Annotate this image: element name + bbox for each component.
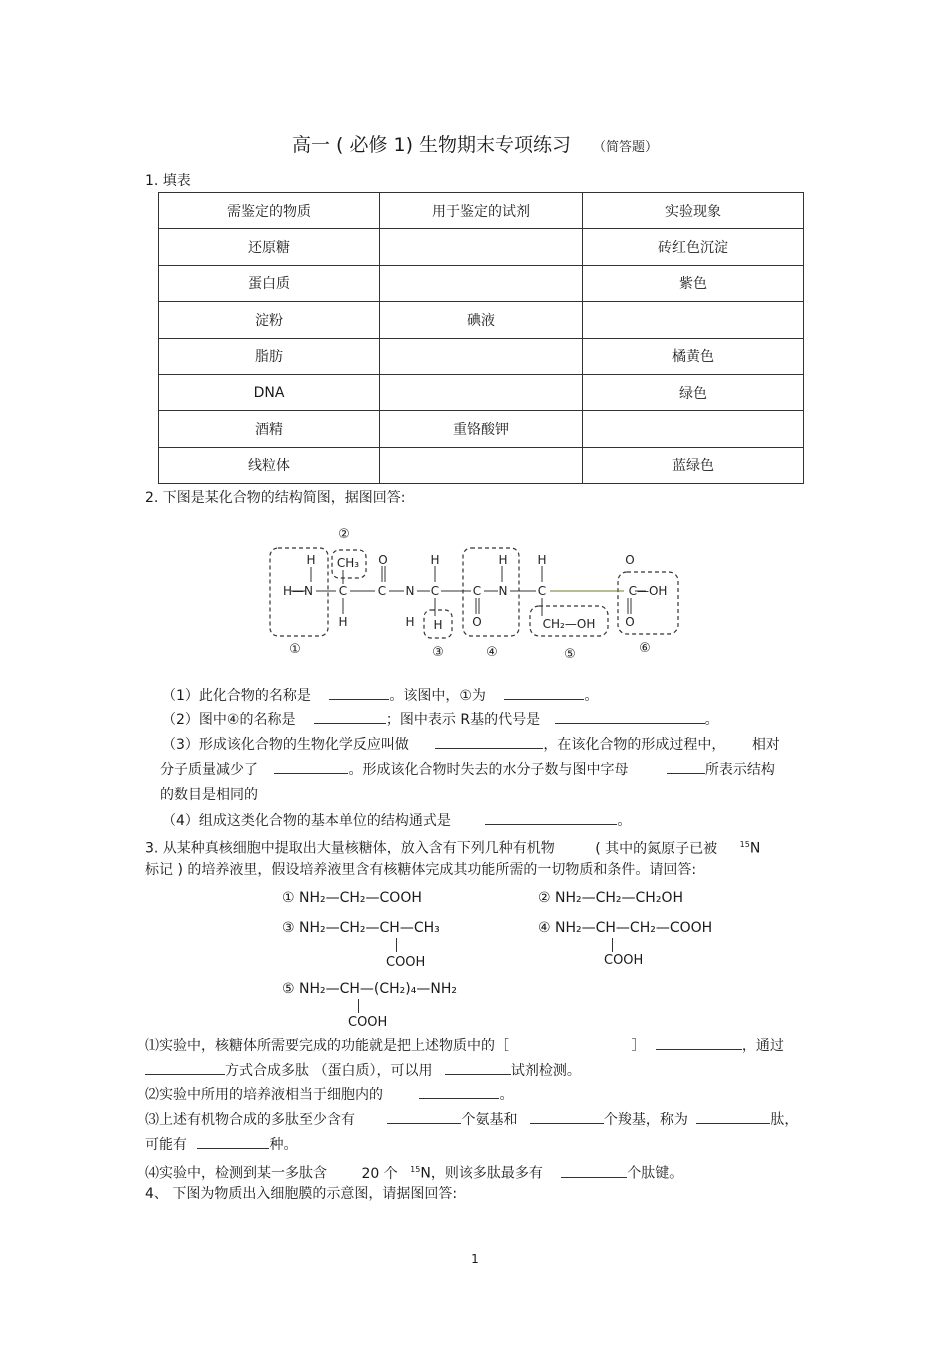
atom-n: N — [405, 584, 415, 598]
answer-blank[interactable] — [530, 1109, 604, 1124]
atom-o: O — [625, 615, 635, 629]
q3-text: N — [749, 840, 761, 857]
atom-n: N — [498, 584, 508, 598]
peptide-structure-diagram — [260, 520, 690, 665]
atom-ch2oh: CH₂—OH — [542, 617, 596, 631]
q2-p3-text: ，在该化合物的形成过程中， — [543, 737, 726, 753]
q3-sub3-text: 种。 — [269, 1137, 298, 1153]
formula-5-cooh: COOH — [348, 1015, 388, 1030]
formula-2: ② NH₂—CH₂—CH₂OH — [538, 890, 683, 906]
bond-line — [396, 938, 397, 952]
formula-3: ③ NH₂—CH₂—CH—CH₃ — [282, 920, 440, 936]
q3-sub1-text: ，通过 — [741, 1038, 784, 1054]
table-header: 需鉴定的物质 — [159, 193, 380, 229]
atom-h: H — [430, 553, 440, 567]
bond-line — [358, 999, 359, 1013]
table-cell — [380, 447, 583, 483]
q3-sub2-text: ⑵实验中所用的培养液相当于细胞内的 — [145, 1087, 383, 1103]
label-4: ④ — [486, 645, 498, 660]
reagent-table — [158, 192, 804, 484]
q2-part4 — [162, 809, 631, 833]
q3-sub1-text: 试剂检测。 — [510, 1063, 581, 1079]
table-cell: 碘液 — [380, 302, 583, 338]
table-row — [159, 229, 804, 265]
q2-part2 — [162, 708, 719, 732]
formula-3-cooh: COOH — [386, 955, 426, 970]
atom-h: H — [306, 553, 316, 567]
q3-sub2-text: 。 — [499, 1087, 514, 1103]
q3-sub4-text: 个肽键。 — [627, 1165, 684, 1182]
table-row — [159, 374, 804, 410]
q3-sub3-text: 个氨基和 — [461, 1112, 518, 1128]
atom-c: C — [377, 584, 387, 598]
q2-p2-text: 。 — [704, 712, 719, 728]
formula-4-cooh: COOH — [604, 953, 644, 968]
q3-sub3-text: ⑶上述有机物合成的多肽至少含有 — [145, 1112, 355, 1128]
atom-hn: H—N — [283, 584, 313, 598]
q2-p1-text: 。该图中，①为 — [389, 688, 486, 704]
q2-p4-text: 。 — [617, 813, 632, 829]
label-6: ⑥ — [639, 641, 651, 656]
q3-sub4-text: ⑷实验中，检测到某一多肽含 — [145, 1165, 327, 1182]
q3-sub3-text: 可能有 — [145, 1137, 187, 1153]
title-main: 高一 ( 必修 1) 生物期末专项练习 — [291, 134, 572, 156]
answer-blank[interactable] — [555, 709, 705, 724]
label-1: ① — [289, 642, 301, 657]
page-title — [0, 130, 950, 157]
title-sub: （简答题） — [593, 140, 659, 155]
q2-part3 — [162, 733, 780, 757]
table-cell: 蛋白质 — [159, 265, 380, 301]
atom-c: C — [537, 584, 547, 598]
atom-h: H — [537, 553, 547, 567]
q2-p1-text: 。 — [584, 688, 599, 704]
table-row — [159, 265, 804, 301]
formula-4: ④ NH₂—CH—CH₂—COOH — [538, 920, 713, 936]
atom-h: H — [405, 615, 415, 629]
q2-part1 — [162, 684, 598, 708]
q3-sub3-cont — [145, 1133, 297, 1157]
q3-sub3 — [145, 1108, 798, 1132]
table-cell: 蓝绿色 — [583, 447, 804, 483]
table-cell: 橘黄色 — [583, 338, 804, 374]
formula-1: ① NH₂—CH₂—COOH — [282, 890, 422, 906]
table-cell — [380, 229, 583, 265]
isotope-superscript: 15 — [410, 1165, 421, 1174]
q3-sub3-text: 个羧基，称为 — [603, 1112, 688, 1128]
q2-p4-text: （4）组成这类化合物的基本单位的结构通式是 — [162, 813, 451, 829]
bond-line — [612, 938, 613, 952]
q3-sub2 — [145, 1083, 513, 1107]
q3-sub1 — [145, 1034, 784, 1058]
table-cell — [380, 374, 583, 410]
answer-blank[interactable] — [145, 1060, 225, 1075]
answer-blank[interactable] — [667, 759, 705, 774]
q3-sub1-text: 方式合成多肽 （蛋白质），可以用 — [225, 1063, 433, 1079]
answer-blank[interactable] — [656, 1035, 742, 1050]
table-row — [159, 302, 804, 338]
table-header: 用于鉴定的试剂 — [380, 193, 583, 229]
q3-text: 3. 从某种真核细胞中提取出大量核糖体，放入含有下列几种有机物 — [145, 840, 555, 857]
table-cell: 砖红色沉淀 — [583, 229, 804, 265]
answer-blank[interactable] — [274, 759, 348, 774]
answer-blank[interactable] — [485, 810, 617, 825]
atom-o: O — [378, 553, 388, 567]
table-cell: 重铬酸钾 — [380, 411, 583, 447]
q2-p3-text: 。形成该化合物时失去的水分子数与图中字母 — [348, 762, 629, 778]
table-row — [159, 447, 804, 483]
table-cell: 绿色 — [583, 374, 804, 410]
table-header: 实验现象 — [583, 193, 804, 229]
atom-o: O — [472, 615, 482, 629]
table-cell: 淀粉 — [159, 302, 380, 338]
q3-sub1-text: ⑴实验中，核糖体所需要完成的功能就是把上述物质中的［ — [145, 1038, 509, 1054]
q2-part3-cont — [160, 758, 775, 782]
q3-sub1-text: ］ — [631, 1038, 646, 1054]
answer-blank[interactable] — [197, 1134, 269, 1149]
label-5: ⑤ — [564, 647, 576, 662]
q2-p3-text: 分子质量减少了 — [160, 762, 258, 778]
table-cell — [583, 411, 804, 447]
table-cell: 还原糖 — [159, 229, 380, 265]
answer-blank[interactable] — [387, 1109, 461, 1124]
q2-p3-text: 相对 — [751, 737, 780, 753]
answer-blank[interactable] — [314, 709, 386, 724]
atom-cooh: C—OH — [628, 584, 668, 598]
answer-blank[interactable] — [696, 1109, 770, 1124]
label-3: ③ — [432, 645, 444, 660]
table-cell — [380, 265, 583, 301]
q3-text: ( 其中的氮原子已被 — [595, 840, 718, 857]
atom-h: H — [498, 553, 508, 567]
answer-blank[interactable] — [419, 1084, 499, 1099]
atom-c: C — [338, 584, 348, 598]
atom-h: H — [338, 615, 348, 629]
q2-p3-text: （3）形成该化合物的生物化学反应叫做 — [162, 737, 409, 753]
isotope-superscript: 15 — [739, 840, 750, 849]
atom-ch3: CH₃ — [336, 556, 360, 570]
table-header-row — [159, 193, 804, 229]
answer-blank[interactable] — [435, 734, 543, 749]
atom-o: O — [625, 553, 635, 567]
table-cell: 酒精 — [159, 411, 380, 447]
q2-p3-text: 所表示结构 — [704, 762, 775, 778]
q2-p2-text: ；图中表示 R基的代号是 — [385, 712, 541, 728]
q3-intro-line2: 标记 ) 的培养液里，假设培养液里含有核糖体完成其功能所需的一切物质和条件。请回答: — [145, 862, 697, 878]
q3-sub3-text: 肽， — [770, 1112, 799, 1128]
table-cell: 线粒体 — [159, 447, 380, 483]
table-cell: 紫色 — [583, 265, 804, 301]
table-row — [159, 411, 804, 447]
table-cell — [380, 338, 583, 374]
table-cell: DNA — [159, 374, 380, 410]
q2-p1-text: （1）此化合物的名称是 — [162, 688, 311, 704]
q4-heading: 4、 下图为物质出入细胞膜的示意图，请据图回答: — [145, 1186, 458, 1202]
q2-part3-end: 的数目是相同的 — [160, 787, 258, 803]
answer-blank[interactable] — [445, 1060, 511, 1075]
table-cell: 脂肪 — [159, 338, 380, 374]
atom-c: C — [430, 584, 440, 598]
q3-intro-line1 — [145, 833, 760, 861]
atom-h: H — [433, 618, 443, 632]
atom-c: C — [472, 584, 482, 598]
q3-sub1-cont — [145, 1059, 581, 1083]
label-2: ② — [338, 527, 350, 542]
q2-heading: 2. 下图是某化合物的结构简图，据图回答: — [145, 490, 406, 506]
q3-sub4-text: 20 个 — [361, 1165, 398, 1182]
formula-5: ⑤ NH₂—CH—(CH₂)₄—NH₂ — [282, 981, 457, 997]
q1-heading: 1. 填表 — [145, 173, 191, 189]
answer-blank[interactable] — [561, 1163, 627, 1178]
table-cell — [583, 302, 804, 338]
answer-blank[interactable] — [504, 685, 584, 700]
q2-p2-text: （2）图中④的名称是 — [162, 712, 296, 728]
page-number: 1 — [471, 1252, 479, 1266]
table-row — [159, 338, 804, 374]
answer-blank[interactable] — [329, 685, 389, 700]
q3-sub4-text: N，则该多肽最多有 — [420, 1165, 543, 1182]
